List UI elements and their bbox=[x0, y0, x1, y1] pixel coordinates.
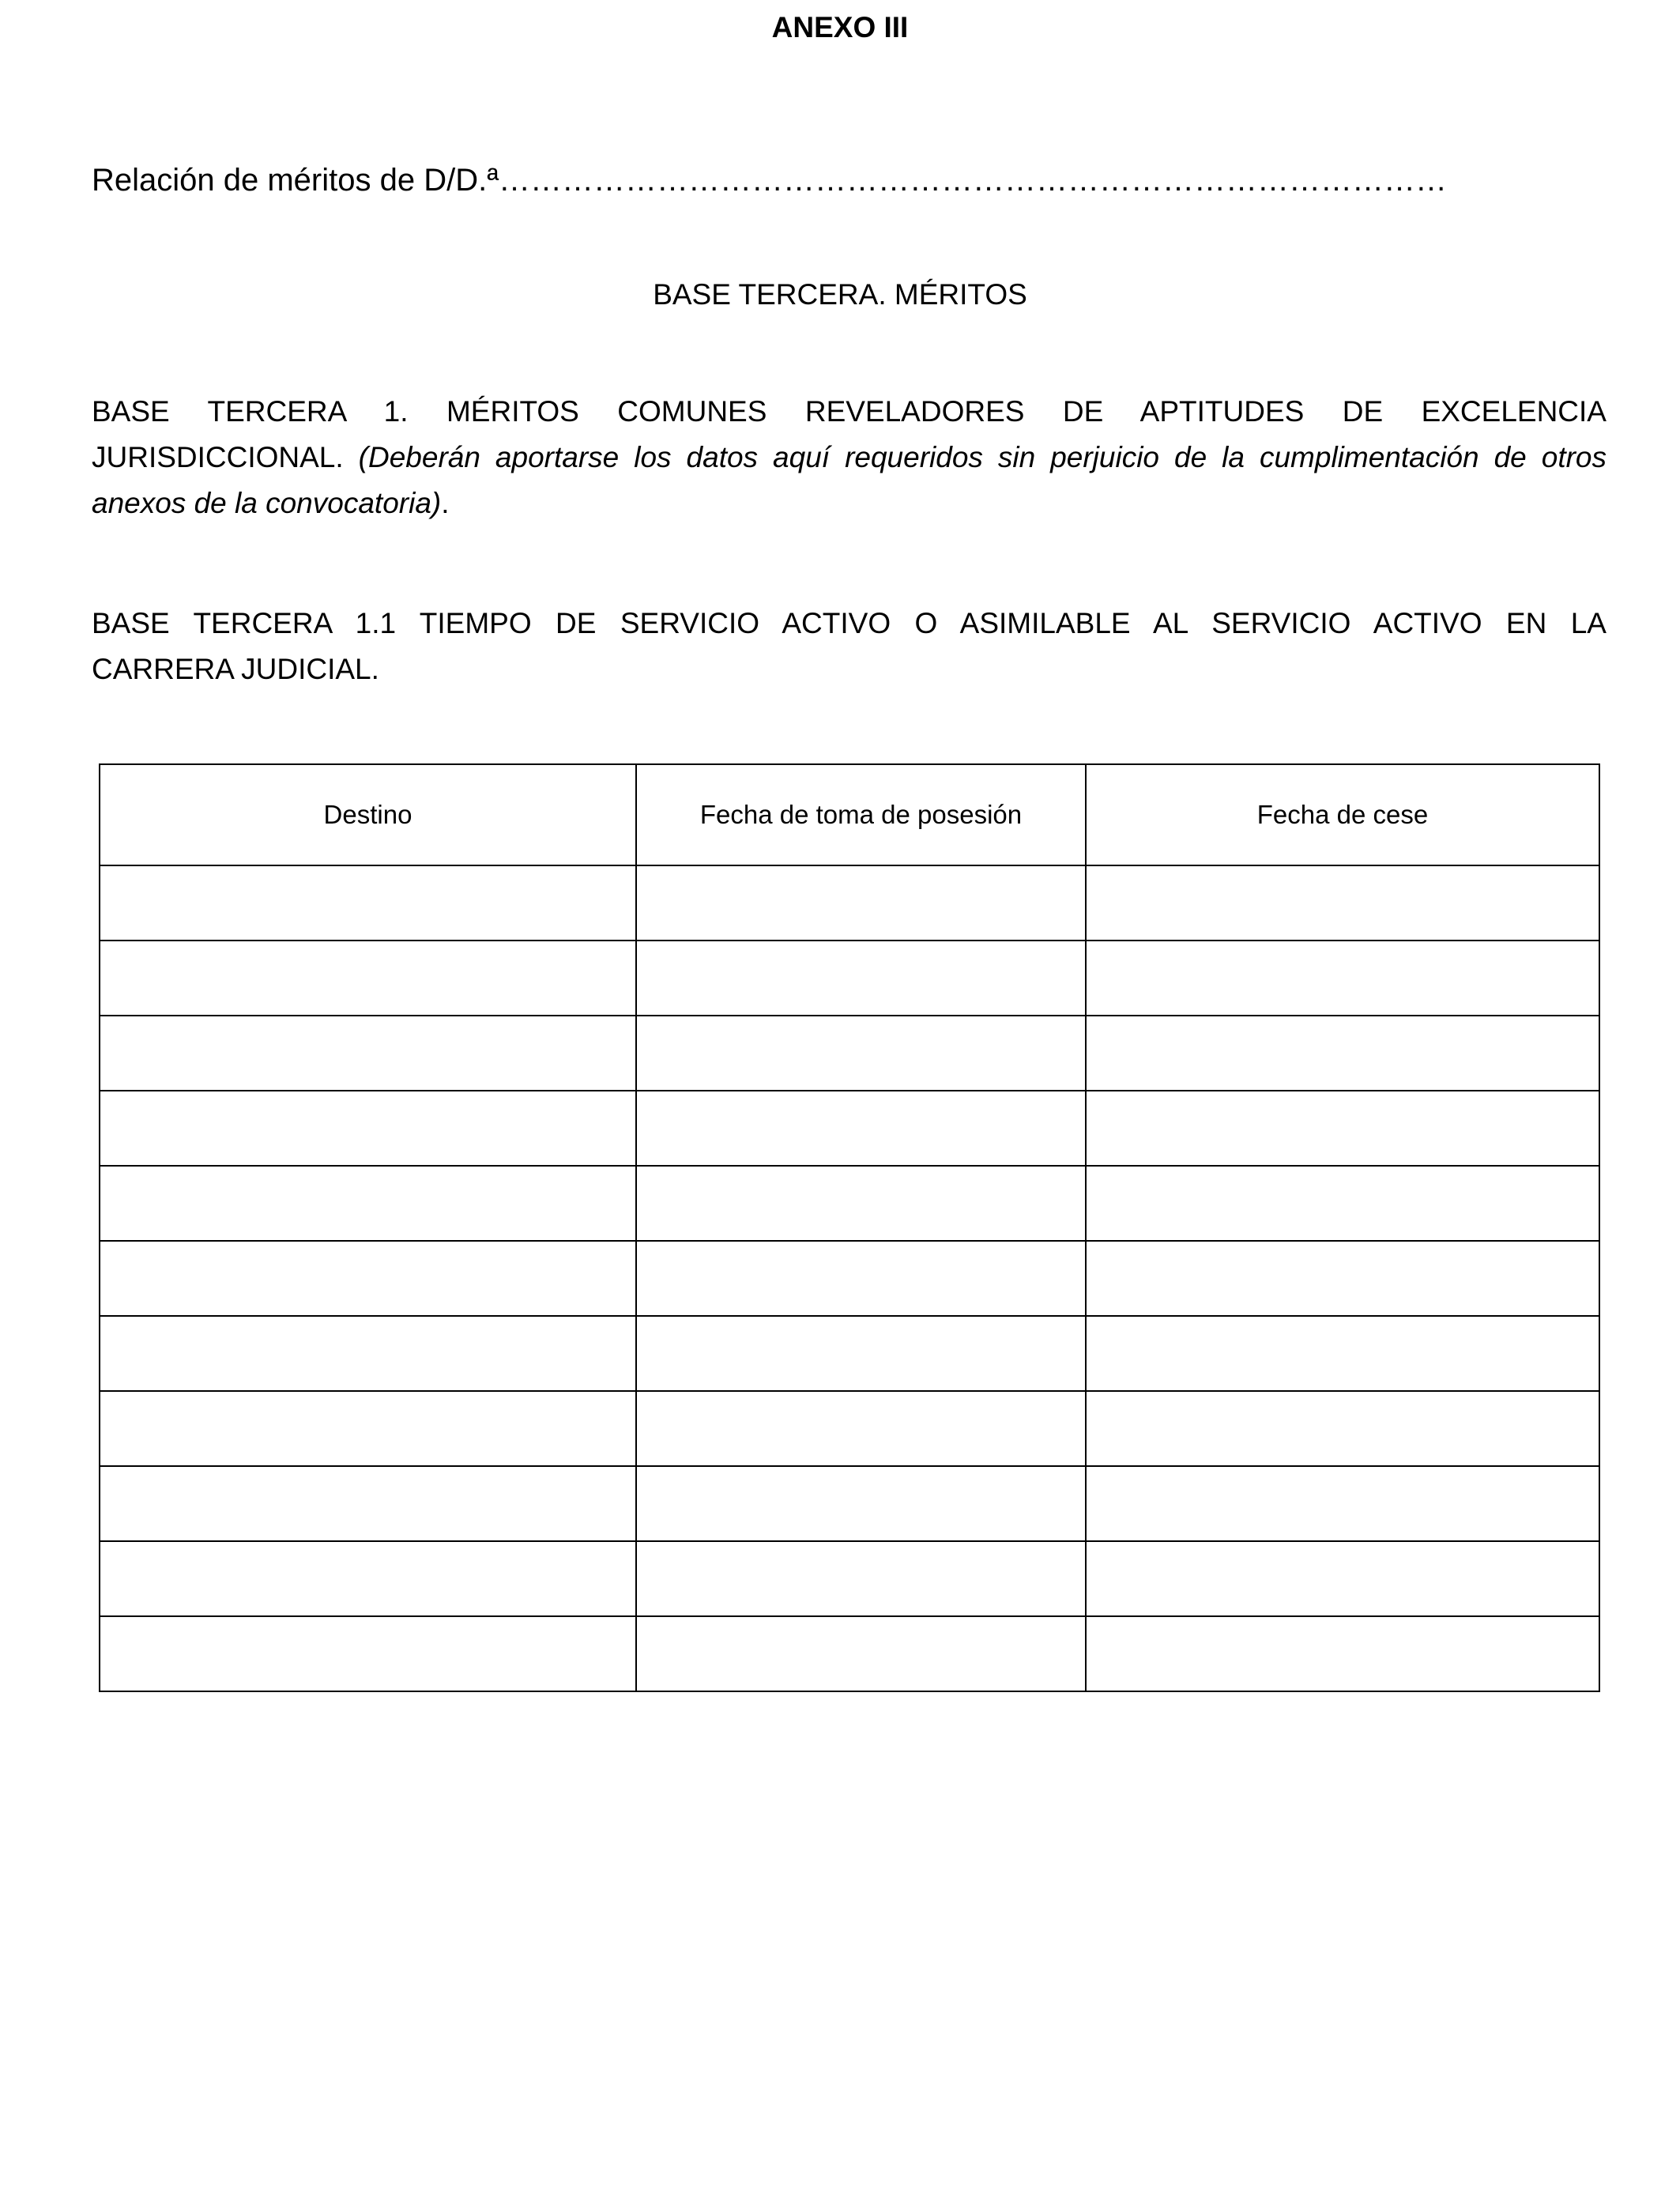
table-row bbox=[100, 1166, 1599, 1241]
table-row bbox=[100, 1541, 1599, 1616]
fecha-cese-cell[interactable] bbox=[1086, 1391, 1599, 1466]
fecha-toma-posesion-cell[interactable] bbox=[636, 1616, 1086, 1691]
base-1-line-2-text: JURISDICCIONAL. bbox=[92, 441, 359, 473]
destino-cell[interactable] bbox=[100, 1616, 636, 1691]
destino-cell[interactable] bbox=[100, 1466, 636, 1541]
table-row bbox=[100, 1241, 1599, 1316]
fecha-toma-posesion-cell[interactable] bbox=[636, 1541, 1086, 1616]
applicant-label: Relación de méritos de D/D.ª bbox=[92, 163, 499, 198]
fecha-cese-cell[interactable] bbox=[1086, 1016, 1599, 1091]
table-row bbox=[100, 1391, 1599, 1466]
base-1-1-line-2: CARRERA JUDICIAL. bbox=[92, 653, 379, 685]
header-destino: Destino bbox=[100, 764, 636, 865]
fecha-cese-cell[interactable] bbox=[1086, 1166, 1599, 1241]
destino-cell[interactable] bbox=[100, 1166, 636, 1241]
base-1-line-1: BASE TERCERA 1. MÉRITOS COMUNES REVELADORES DE APTITUDES DE EXCELENCIA bbox=[92, 395, 1607, 428]
fecha-toma-posesion-cell[interactable] bbox=[636, 1166, 1086, 1241]
base-1-line-2 bbox=[92, 435, 1607, 481]
table-row bbox=[100, 941, 1599, 1016]
table-row bbox=[100, 1616, 1599, 1691]
table-row bbox=[100, 1016, 1599, 1091]
base-1-line-2-note: (Deberán aportarse los datos aquí requeridos sin perjuicio de la cumplimentación de otros bbox=[358, 441, 1607, 473]
header-fecha-cese: Fecha de cese bbox=[1086, 764, 1599, 865]
service-time-table bbox=[99, 763, 1600, 1692]
base-1-paragraph bbox=[92, 389, 1607, 526]
applicant-name-blank: ……………………………………………………………………………… bbox=[499, 163, 1448, 198]
section-heading: BASE TERCERA. MÉRITOS bbox=[653, 278, 1027, 311]
base-1-1-line-1: BASE TERCERA 1.1 TIEMPO DE SERVICIO ACTIVO O ASIMILABLE AL SERVICIO ACTIVO EN LA bbox=[92, 607, 1607, 639]
fecha-cese-cell[interactable] bbox=[1086, 1241, 1599, 1316]
fecha-toma-posesion-cell[interactable] bbox=[636, 1391, 1086, 1466]
fecha-toma-posesion-cell[interactable] bbox=[636, 1316, 1086, 1391]
base-1-line-3 bbox=[92, 481, 1607, 526]
fecha-cese-cell[interactable] bbox=[1086, 1616, 1599, 1691]
fecha-toma-posesion-cell[interactable] bbox=[636, 1016, 1086, 1091]
destino-cell[interactable] bbox=[100, 1241, 636, 1316]
destino-cell[interactable] bbox=[100, 941, 636, 1016]
fecha-cese-cell[interactable] bbox=[1086, 1541, 1599, 1616]
table-row bbox=[100, 1316, 1599, 1391]
base-1-line-3-end: . bbox=[441, 487, 450, 519]
table-row bbox=[100, 1466, 1599, 1541]
destino-cell[interactable] bbox=[100, 1091, 636, 1166]
fecha-cese-cell[interactable] bbox=[1086, 1466, 1599, 1541]
fecha-toma-posesion-cell[interactable] bbox=[636, 941, 1086, 1016]
fecha-cese-cell[interactable] bbox=[1086, 1316, 1599, 1391]
fecha-toma-posesion-cell[interactable] bbox=[636, 1091, 1086, 1166]
destino-cell[interactable] bbox=[100, 865, 636, 941]
destino-cell[interactable] bbox=[100, 1016, 636, 1091]
fecha-toma-posesion-cell[interactable] bbox=[636, 865, 1086, 941]
table-row bbox=[100, 1091, 1599, 1166]
base-1-line-3-note: anexos de la convocatoria) bbox=[92, 487, 442, 519]
fecha-cese-cell[interactable] bbox=[1086, 941, 1599, 1016]
destino-cell[interactable] bbox=[100, 1541, 636, 1616]
fecha-toma-posesion-cell[interactable] bbox=[636, 1466, 1086, 1541]
table-header-row bbox=[100, 764, 1599, 865]
destino-cell[interactable] bbox=[100, 1391, 636, 1466]
applicant-line bbox=[92, 160, 1593, 201]
destino-cell[interactable] bbox=[100, 1316, 636, 1391]
fecha-cese-cell[interactable] bbox=[1086, 1091, 1599, 1166]
fecha-toma-posesion-cell[interactable] bbox=[636, 1241, 1086, 1316]
base-1-1-paragraph bbox=[92, 601, 1607, 692]
table-row bbox=[100, 865, 1599, 941]
header-fecha-toma-posesion: Fecha de toma de posesión bbox=[636, 764, 1086, 865]
annex-title: ANEXO III bbox=[771, 11, 909, 43]
fecha-cese-cell[interactable] bbox=[1086, 865, 1599, 941]
